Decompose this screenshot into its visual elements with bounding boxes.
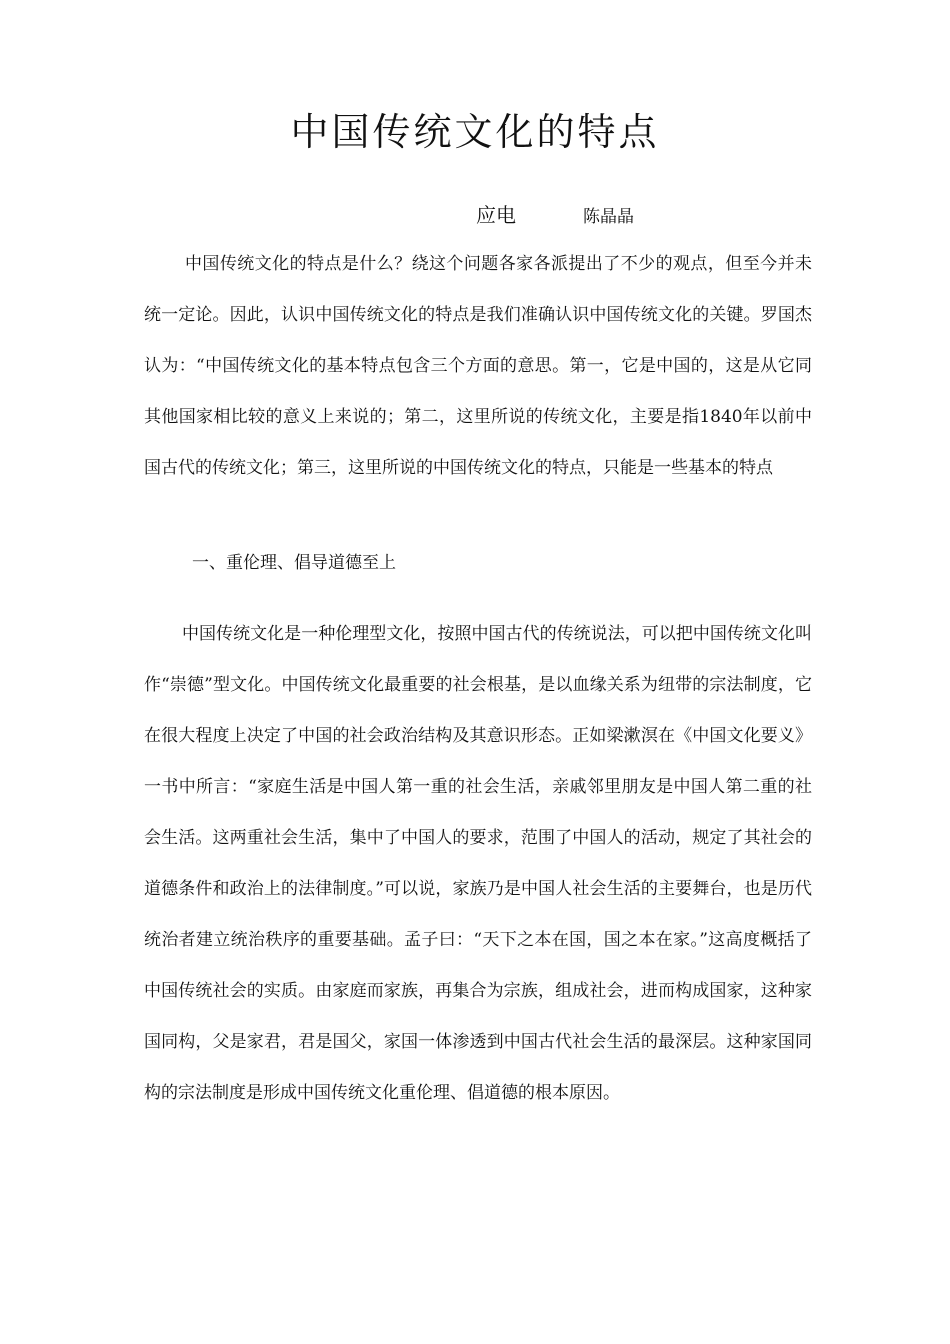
intro-paragraph: 中国传统文化的特点是什么？绕这个问题各家各派提出了不少的观点，但至今并未统一定论。因此，认识中国传统文化的特点是我们准确认识中国传统文化的关键。罗国杰认为：“中国传统文化的基本特点包含三个方面的意思。第一，它是中国的，这是从它同其他国家相比较的意义上来说的；第二，这里所说的传统文化，主要是指1840年以前中国古代的传统文化；第三，这里所说的中国传统文化的特点，只能是一些基本的特点	[144, 254, 812, 478]
author-department: 应电	[476, 203, 516, 227]
section-paragraph: 中国传统文化是一种伦理型文化，按照中国古代的传统说法，可以把中国传统文化叫作“崇德”型文化。中国传统文化最重要的社会根基，是以血缘关系为纽带的宗法制度，它在很大程度上决定了中国的社会政治结构及其意识形态。正如梁漱溟在《中国文化要义》一书中所言：“家庭生活是中国人第一重的社会生活，亲戚邻里朋友是中国人第二重的社会生活。这两重社会生活，集中了中国人的要求，范围了中国人的活动，规定了其社会的道德条件和政治上的法律制度。”可以说，家族乃是中国人社会生活的主要舞台，也是历代统治者建立统治秩序的重要基础。孟子曰：“天下之本在国，国之本在家。”这高度概括了中国传统社会的实质。由家庭而家族，再集合为宗族，组成社会，进而构成国家，这种家国同构，父是家君，君是国父，家国一体渗透到中国古代社会生活的最深层。这种家国同构的宗法制度是形成中国传统文化重伦理、倡道德的根本原因。	[144, 624, 812, 1103]
document-title: 中国传统文化的特点	[290, 110, 660, 154]
author-name: 陈晶晶	[583, 207, 634, 227]
section-heading: 一、重伦理、倡导道德至上	[192, 553, 396, 573]
